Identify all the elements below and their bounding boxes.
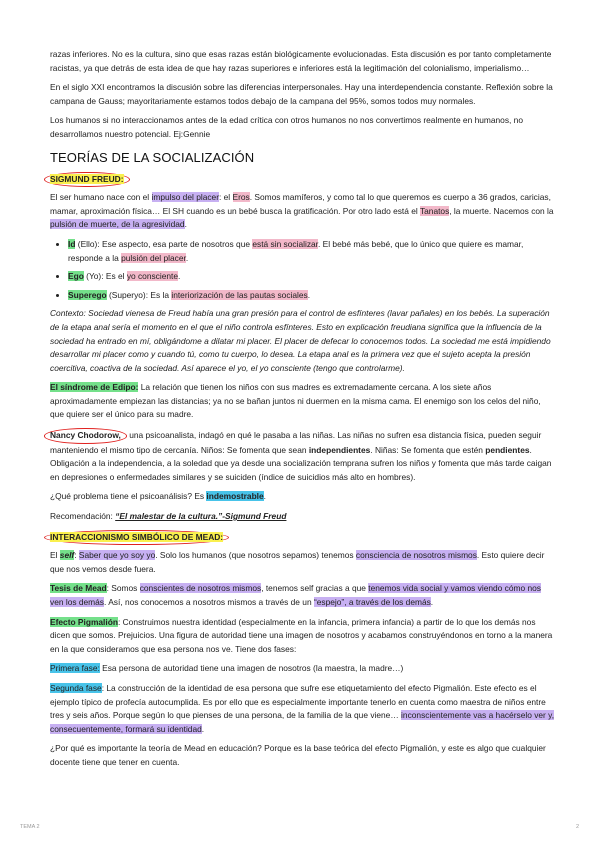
freud-heading-text: SIGMUND FREUD: [50,173,124,184]
list-item-superego: • Superego (Superyo): Es la interiorización de las pautas sociales. [68,289,555,303]
chodorow-name: Nancy Chodorow, [44,428,127,444]
tesis-paragraph: Tesis de Mead: Somos conscientes de nosotros mismos, tenemos self gracias a que tenemos vida social y vamos viendo cómo nos ven los demás. Así, nos conocemos a nosotros mismos a través de un “espejo”, a través de los demás. [50,583,541,607]
mead-heading-text: INTERACCIONISMO SIMBÓLICO DE MEAD: [50,531,224,542]
mead-heading [50,530,555,546]
freud-context: Contexto: Sociedad vienesa de Freud había una gran presión para el control de esfínteres (lavar pañales) en los bebés. La superación de la etapa anal sería el momento en el que el niño controla esfínteres. Esto en explicación freudiana significa que la influencia de la sociedad ha entrado en mí, obligándome a dilatar mi placer. El placer de defecar lo conocemos todos. La sociedad me está impidiendo desarrollar mi placer como y cuando tú, como tu cuerpo, lo desea. La etapa anal es la primera vez que el sujeto acepta la presión coercitiva, coactiva de la sociedad. Así aparece el yo, el yo consciente (tengo que controlarme). [50,308,551,373]
freud-heading [50,172,555,188]
recommendation-paragraph: Recomendación: “El malestar de la cultura.”-Sigmund Freud [50,511,287,522]
page-number: 2 [576,824,580,830]
intro-paragraph-2: En el siglo XXI encontramos la discusión sobre las diferencias interpersonales. Hay una interdependencia constante. Reflexión sobre la campana de Gauss; mayoritariamente estamos todos debajo de la campana del 95%, somos todos muy normales. [50,82,553,106]
freud-structure-list [50,238,555,302]
edipo-paragraph: El síndrome de Edipo: La relación que tienen los niños con sus madres es extremadamente cercana. A los siete años aproximadamente empiezan las distancias; ya no se bañan juntos ni duermen en la misma cama. El enemigo son los celos del niño, que quiere ser el único para su madre. [50,382,541,420]
fase1-paragraph: Primera fase: Esa persona de autoridad tiene una imagen de nosotros (la maestra, la madre…) [50,663,404,674]
mead-question: ¿Por qué es importante la teoría de Mead en educación? Porque es la base teórica del efecto Pigmalión, y este es algo que cualquier docente tiene que tener en cuenta. [50,743,546,767]
list-item-id: • Id (Ello): Ese aspecto, esa parte de nosotros que está sin socializar. El bebé más bebé, que lo único que quiere es mamar, responde a la pulsión del placer. [68,238,555,265]
footer-left: TEMA 2 [20,824,40,830]
intro-paragraph-3: Los humanos si no interaccionamos antes de la edad crítica con otros humanos no nos convertimos realmente en humanos, no desarrollamos nuestro potencial. Ej:Gennie [50,115,523,139]
chodorow-paragraph: Nancy Chodorow, una psicoanalista, indagó en qué le pasaba a las niñas. Las niñas no sufren esa distancia física, pueden seguir manteniendo el mismo tipo de cercanía. Niños: Se fomenta que sean independientes. Niñas: Se fomenta que estén pendientes. Obligación a la independencia, a la soledad que ya desde una socialización temprana sufren los niños y fomenta que más tarde caigan en depresiones o enfermedades similares y se suiciden (índice de suicidios más alto en hombres). [50,428,555,484]
pigmalion-paragraph: Efecto Pigmalión: Construimos nuestra identidad (especialmente en la infancia, primera infancia) a partir de lo que los demás nos dicen que somos. Prejuicios. Una figura de autoridad tiene una imagen de nosotros y acabamos construyéndonos en torno a la manera en la que consideramos que esa persona nos ve. Tiene dos fases: [50,616,553,654]
intro-paragraph-1: razas inferiores. No es la cultura, sino que esas razas están biológicamente evolucionadas. Esta discusión es por tanto completamente racistas, ya que detrás de esta idea de que hay razas superiores e inferiores está la legitimación del colonialismo, imperialismo… [50,49,552,73]
section-title: TEORÍAS DE LA SOCIALIZACIÓN [50,149,255,165]
document-page [50,48,555,776]
list-item-ego: • Ego (Yo): Es el yo consciente. [68,270,555,284]
freud-paragraph: El ser humano nace con el impulso del placer: el Eros. Somos mamíferos, y como tal lo que queremos es cuerpo a 36 grados, caricias, mamar, aproximación física… El SH cuando es un bebé busca la gratificación. Por otro lado está el Tanatos, la muerte. Nacemos con la pulsión de muerte, de la agresividad. [50,192,554,230]
self-paragraph: El self: Saber que yo soy yo. Solo los humanos (que nosotros sepamos) tenemos consciencia de nosotros mismos. Esto quiere decir que nos vemos desde fuera. [50,550,545,574]
problem-paragraph: ¿Qué problema tiene el psicoanálisis? Es indemostrable. [50,491,266,502]
fase2-paragraph: Segunda fase: La construcción de la identidad de esa persona que sufre ese etiquetamiento del efecto Pigmalión. Este efecto es el ejemplo típico de profecía autocumplida. Es por ello que es especialmente importante tenerlo en cuenta como maestra de niños entre tres y seis años. Porque según lo que pienses de una persona, de la familia de la que viene… inconscientemente vas a hacérselo ver y, consecuentemente, formará su identidad. [50,682,555,734]
